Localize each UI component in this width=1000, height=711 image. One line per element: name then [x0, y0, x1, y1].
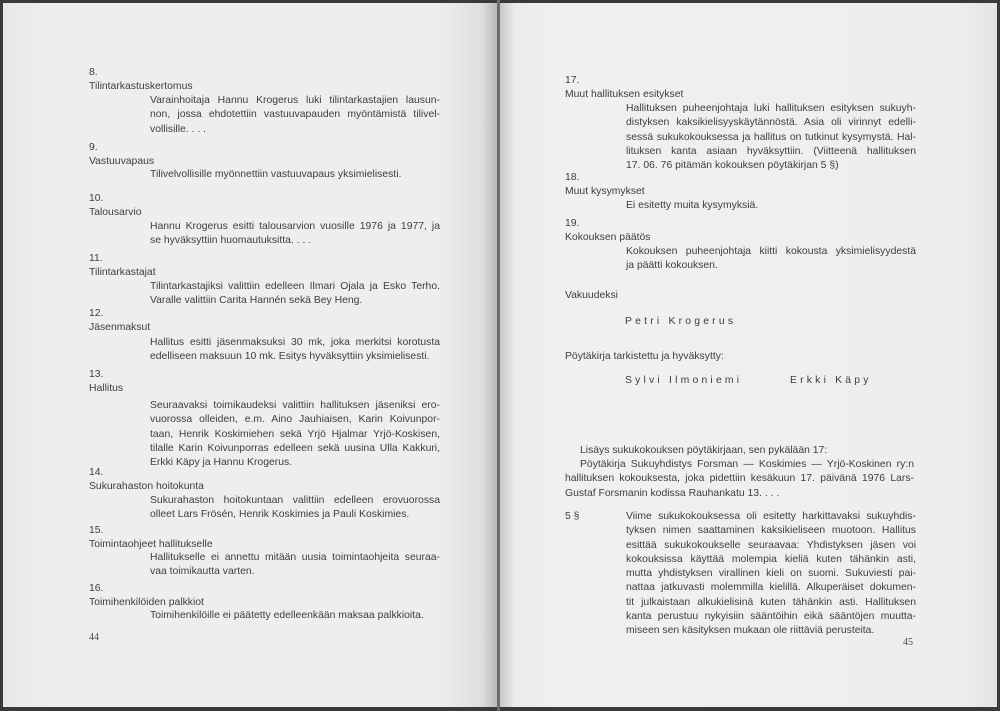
section-body: Hallituksen puheenjohtaja luki hallituksen esityksen sukuyh- distyksen kaksikielisyyskäytännöstä. Asia oli virinnyt edelli- sessä sukukokouksessa ja hallitus on tutkinut kysymystä. Hal- lituksen kanta asiaan hyväksyttiin. (Viitteenä hallituksen 17. 06. 76 pitämän kokouksen pöytäkirjan 5 §) — [626, 103, 916, 172]
section-body: Ei esitetty muita kysymyksiä. — [626, 200, 759, 211]
section-heading: Muut hallituksen esitykset — [565, 89, 684, 100]
section-number: 18. — [565, 172, 580, 183]
addendum-body: Pöytäkirja Sukuyhdistys Forsman — Koskimies — Yrjö-Koskinen ry:n hallituksen kokouksesta, joka pidettiin kesäkuun 17. päivänä 1976 Lars- Gustaf Forsmanin kodissa Rauhankatu 13. . . . — [565, 459, 914, 499]
attestation-label: Vakuudeksi — [565, 290, 618, 301]
section-number: 11. — [89, 253, 103, 264]
section-body: Hallitukselle ei annettu mitään uusia toimintaohjeita seuraa- vaa toimikautta varten. — [150, 552, 440, 578]
page-number-right: 45 — [903, 637, 913, 648]
signature-checker-2: Erkki Käpy — [790, 375, 872, 386]
section-heading: Muut kysymykset — [565, 186, 645, 197]
section-heading: Toimintaohjeet hallitukselle — [89, 539, 213, 550]
signature-secretary: Petri Krogerus — [625, 316, 737, 327]
section-heading: Talousarvio — [89, 207, 142, 218]
section-heading: Sukurahaston hoitokunta — [89, 481, 204, 492]
section-body: Tilintarkastajiksi valittiin edelleen Ilmari Ojala ja Esko Terho. Varalle valittiin Carita Hannén sekä Bey Heng. — [150, 281, 440, 307]
section-heading: Kokouksen päätös — [565, 232, 651, 243]
addendum-intro: Lisäys sukukokouksen pöytäkirjaan, sen pykälään 17: — [580, 445, 828, 456]
section-number: 12. — [89, 308, 104, 319]
section-number: 15. — [89, 525, 104, 536]
section-number: 9. — [89, 142, 98, 153]
page-number-left: 44 — [89, 632, 99, 643]
section-number: 17. — [565, 75, 580, 86]
section-number: 10. — [89, 193, 104, 204]
section-heading: Jäsenmaksut — [89, 322, 151, 333]
section-heading: Tilintarkastuskertomus — [89, 81, 193, 92]
section-body: Hannu Krogerus esitti talousarvion vuosille 1976 ja 1977, ja se hyväksyttiin huomautuksitta. . . . — [150, 221, 440, 247]
section-heading: Toimihenkilöiden palkkiot — [89, 597, 204, 608]
approval-label: Pöytäkirja tarkistettu ja hyväksytty: — [565, 351, 724, 362]
section-body: Sukurahaston hoitokuntaan valittiin edelleen erovuorossa olleet Lars Frösén, Henrik Koskimies ja Pauli Koskimies. — [150, 495, 440, 521]
section-body: Tilivelvollisille myönnettiin vastuuvapaus yksimielisesti. — [150, 169, 402, 180]
section-body: Kokouksen puheenjohtaja kiitti kokousta yksimielisyydestä ja päätti kokouksen. — [626, 246, 916, 272]
section-number: 14. — [89, 467, 104, 478]
section-body: Hallitus esitti jäsenmaksuksi 30 mk, joka merkitsi korotusta edelliseen maksuun 10 mk. Esitys hyväksyttiin yksimielisesti. — [150, 337, 440, 363]
section-heading: Vastuuvapaus — [89, 156, 155, 167]
section-heading: Tilintarkastajat — [89, 267, 156, 278]
signature-checker-1: Sylvi Ilmoniemi — [625, 375, 743, 386]
section-number: 13. — [89, 369, 104, 380]
section-heading: Hallitus — [89, 383, 124, 394]
paragraph-body: Viime sukukokouksessa oli esitetty harkittavaksi sukuyhdis- tyksen nimen saattaminen kaksikieliseen muotoon. Hallitus esittää sukukokoukselle seuraavaa: Yhdistyksen jäsen voi kokouksissa käyttää molempia kieliä kuten tähänkin asti, mutta yhdistyksen virallinen kieli on suomi. Sukuviesti pai- nattaa jatkuvasti molemmilla kielillä. Alkuperäiset dokumen- tit julkaistaan alkukielisinä kuten tähänkin asti. Hallituksen kanta perustuu nykyisiin sääntöihin eikä sääntöjen muutta- miseen sen käsityksen mukaan ole riittäviä perusteita. — [626, 511, 916, 637]
section-number: 8. — [89, 67, 98, 78]
paragraph-number: 5 § — [565, 511, 580, 522]
section-body: Seuraavaksi toimikaudeksi valittiin hallituksen jäseniksi ero- vuorossa olleiden, e.m. Aino Jauhiaisen, Karin Koivunpor- taan, Henrik Koskimiehen sekä Yrjö Hjalmar Yrjö-Koskisen, tilalle Karin Koivunporras edelleen sekä uusina Ulla Kakkuri, Erkki Käpy ja Hannu Krogerus. — [150, 400, 440, 469]
section-number: 19. — [565, 218, 580, 229]
section-number: 16. — [89, 583, 104, 594]
section-body: Toimihenkilöille ei päätetty edelleenkään maksaa palkkioita. — [150, 610, 424, 621]
section-body: Varainhoitaja Hannu Krogerus luki tilintarkastajien lausun- non, jossa ehdotettiin vastuuvapauden myöntämistä tilivel- vollisille. . . . — [150, 95, 440, 135]
